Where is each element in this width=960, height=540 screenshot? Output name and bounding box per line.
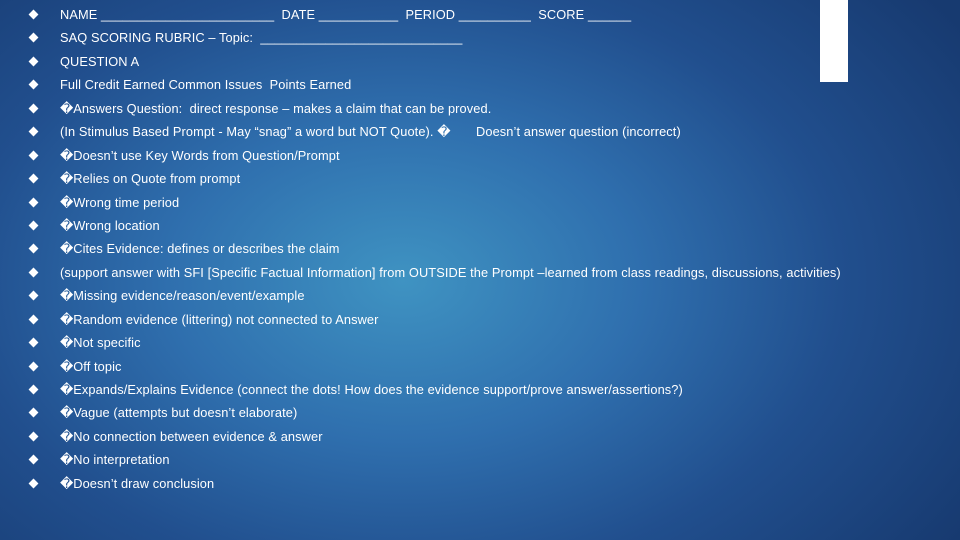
- bullet-text: �No connection between evidence & answer: [60, 428, 323, 444]
- bullet-text: �Not specific: [60, 335, 141, 351]
- bullet-missing-evidence: [0, 284, 960, 307]
- diamond-bullet-icon: [29, 56, 39, 66]
- bullet-key-words: [0, 144, 960, 167]
- diamond-bullet-icon: [29, 127, 39, 137]
- bullet-vague: [0, 401, 960, 424]
- diamond-bullet-icon: [29, 220, 39, 230]
- bullet-text: �Random evidence (littering) not connected to Answer: [60, 311, 379, 327]
- diamond-bullet-icon: [29, 33, 39, 43]
- diamond-bullet-icon: [29, 267, 39, 277]
- bullet-random-evidence: [0, 308, 960, 331]
- diamond-bullet-icon: [29, 478, 39, 488]
- bullet-answers-question: [0, 97, 960, 120]
- bullet-text: �Missing evidence/reason/event/example: [60, 288, 305, 304]
- bullet-not-specific: [0, 331, 960, 354]
- diamond-bullet-icon: [29, 174, 39, 184]
- bullet-text: �Doesn’t use Key Words from Question/Prompt: [60, 147, 340, 163]
- diamond-bullet-icon: [29, 431, 39, 441]
- bullet-text: QUESTION A: [60, 53, 140, 69]
- bullet-column-headers: [0, 73, 960, 96]
- bullet-text: �Vague (attempts but doesn’t elaborate): [60, 405, 298, 421]
- bullet-question-a: [0, 50, 960, 73]
- bullet-cites-evidence: [0, 237, 960, 260]
- bullet-text: �Answers Question: direct response – makes a claim that can be proved.: [60, 100, 492, 116]
- bullet-wrong-location: [0, 214, 960, 237]
- bullet-expands-evidence: [0, 378, 960, 401]
- bullet-text: �No interpretation: [60, 452, 170, 468]
- bullet-text: NAME ________________________ DATE ___________ PERIOD __________ SCORE ______: [60, 7, 632, 22]
- diamond-bullet-icon: [29, 385, 39, 395]
- rubric-bullet-list: [0, 3, 960, 495]
- diamond-bullet-icon: [29, 244, 39, 254]
- bullet-text: �Doesn’t draw conclusion: [60, 475, 215, 491]
- bullet-text: (support answer with SFI [Specific Factual Information] from OUTSIDE the Prompt –learned from class readings, discussions, activities): [60, 264, 841, 280]
- diamond-bullet-icon: [29, 197, 39, 207]
- bullet-relies-on-quote: [0, 167, 960, 190]
- bullet-sfi-support: [0, 261, 960, 284]
- bullet-text: �Cites Evidence: defines or describes the claim: [60, 241, 340, 257]
- bullet-text: SAQ SCORING RUBRIC – Topic: ____________________________: [60, 30, 463, 46]
- bullet-text: �Wrong location: [60, 217, 160, 233]
- diamond-bullet-icon: [29, 455, 39, 465]
- diamond-bullet-icon: [29, 291, 39, 301]
- bullet-no-interpretation: [0, 448, 960, 471]
- bullet-wrong-time-period: [0, 191, 960, 214]
- diamond-bullet-icon: [29, 80, 39, 90]
- bullet-text: �Off topic: [60, 358, 122, 374]
- bullet-text: �Wrong time period: [60, 194, 180, 210]
- diamond-bullet-icon: [29, 408, 39, 418]
- bullet-off-topic: [0, 355, 960, 378]
- bullet-text: Full Credit Earned Common Issues Points Earned: [60, 77, 352, 93]
- bullet-text: (In Stimulus Based Prompt - May “snag” a word but NOT Quote). � Doesn’t answer question (incorrect): [60, 124, 681, 140]
- bullet-no-conclusion: [0, 472, 960, 495]
- bullet-rubric-topic: [0, 26, 960, 49]
- bullet-text: �Relies on Quote from prompt: [60, 171, 241, 187]
- bullet-name-date-period-score: [0, 3, 960, 26]
- diamond-bullet-icon: [29, 103, 39, 113]
- diamond-bullet-icon: [29, 314, 39, 324]
- bullet-no-connection: [0, 425, 960, 448]
- diamond-bullet-icon: [29, 338, 39, 348]
- diamond-bullet-icon: [29, 10, 39, 20]
- diamond-bullet-icon: [29, 361, 39, 371]
- bullet-text: �Expands/Explains Evidence (connect the dots! How does the evidence support/prove answer/assertions?): [60, 382, 683, 397]
- bullet-stimulus-prompt: [0, 120, 960, 143]
- diamond-bullet-icon: [29, 150, 39, 160]
